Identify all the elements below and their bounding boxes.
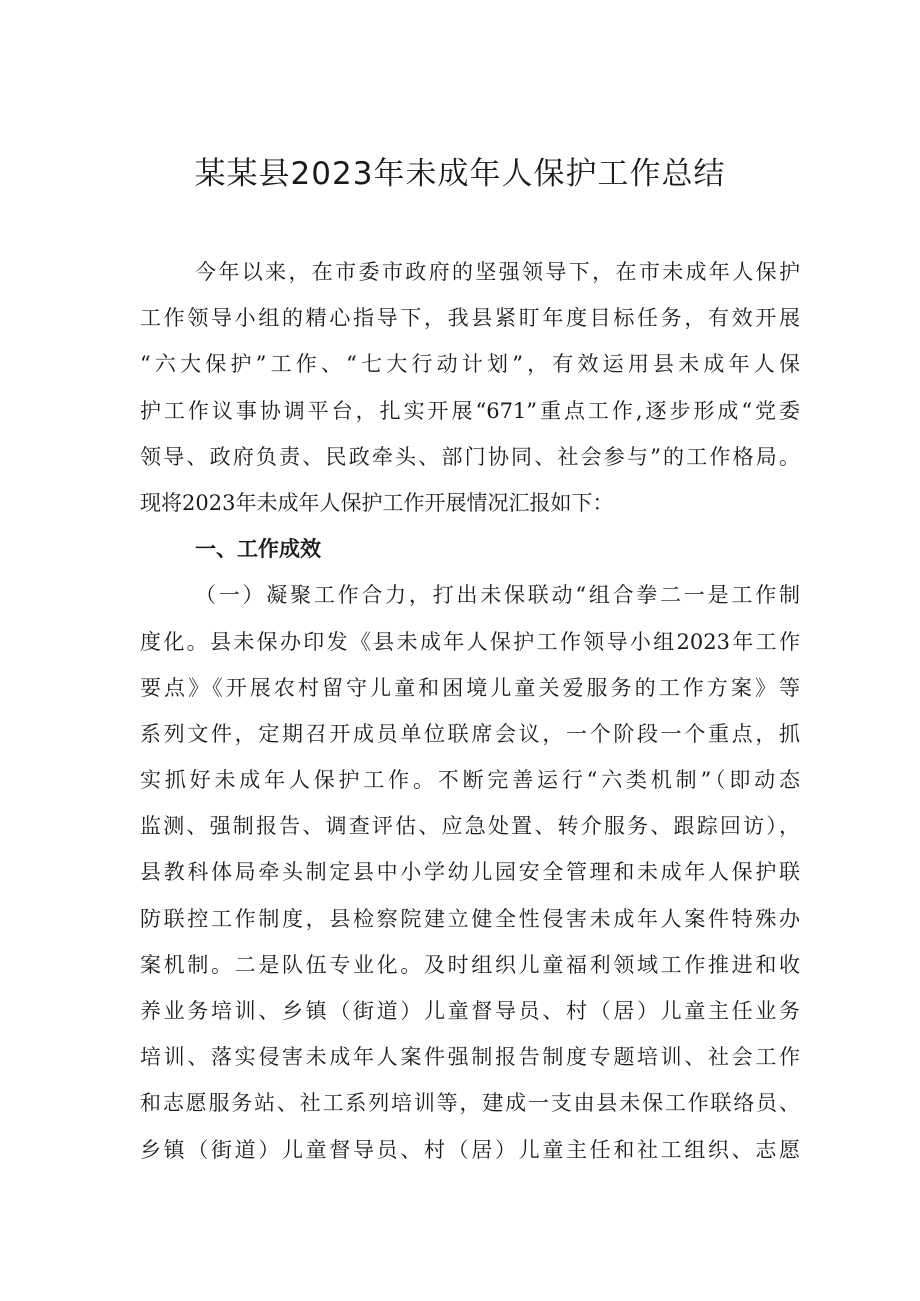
intro-line: “六大保护”工作、“七大行动计划”，有效运用县未成年人保 [140, 352, 800, 377]
section-line: 乡镇（街道）儿童督导员、村（居）儿童主任和社工组织、志愿 [140, 1137, 800, 1162]
section-line: 防联控工作制度，县检察院建立健全性侵害未成年人案件特殊办 [140, 906, 800, 931]
section-line: 要点》《开展农村留守儿童和困境儿童关爱服务的工作方案》等 [140, 675, 800, 700]
section-line: 系列文件，定期召开成员单位联席会议，一个阶段一个重点，抓 [140, 721, 800, 746]
section-line: 培训、落实侵害未成年人案件强制报告制度专题培训、社会工作 [140, 1045, 800, 1070]
intro-line: 工作领导小组的精心指导下，我县紧盯年度目标任务，有效开展 [140, 306, 800, 331]
section-heading: 一、工作成效 [195, 537, 321, 562]
intro-line: 护工作议事协调平台，扎实开展“671”重点工作,逐步形成“党委 [140, 398, 800, 423]
section-line: 监测、强制报告、调查评估、应急处置、转介服务、跟踪回访）， [140, 814, 800, 839]
intro-line: 今年以来，在市委市政府的坚强领导下，在市未成年人保护 [195, 260, 800, 284]
document-title: 某某县2023年未成年人保护工作总结 [194, 156, 726, 192]
section-line: （一）凝聚工作合力，打出未保联动“组合拳二一是工作制 [195, 583, 800, 608]
section-line: 养业务培训、乡镇（街道）儿童督导员、村（居）儿童主任业务 [140, 999, 800, 1023]
intro-line: 现将2023年未成年人保护工作开展情况汇报如下： [140, 490, 614, 515]
section-line: 实抓好未成年人保护工作。不断完善运行“六类机制”（即动态 [140, 768, 800, 793]
section-line: 县教科体局牵头制定县中小学幼儿园安全管理和未成年人保护联 [140, 860, 800, 885]
section-line: 和志愿服务站、社工系列培训等，建成一支由县未保工作联络员、 [140, 1091, 800, 1116]
document-body [140, 249, 800, 1173]
section-line: 案机制。二是队伍专业化。及时组织儿童福利领域工作推进和收 [140, 952, 800, 977]
intro-line: 领导、政府负责、民政牵头、部门协同、社会参与”的工作格局。 [140, 444, 800, 469]
section-line: 度化。县未保办印发《县未成年人保护工作领导小组2023年工作 [140, 629, 800, 654]
